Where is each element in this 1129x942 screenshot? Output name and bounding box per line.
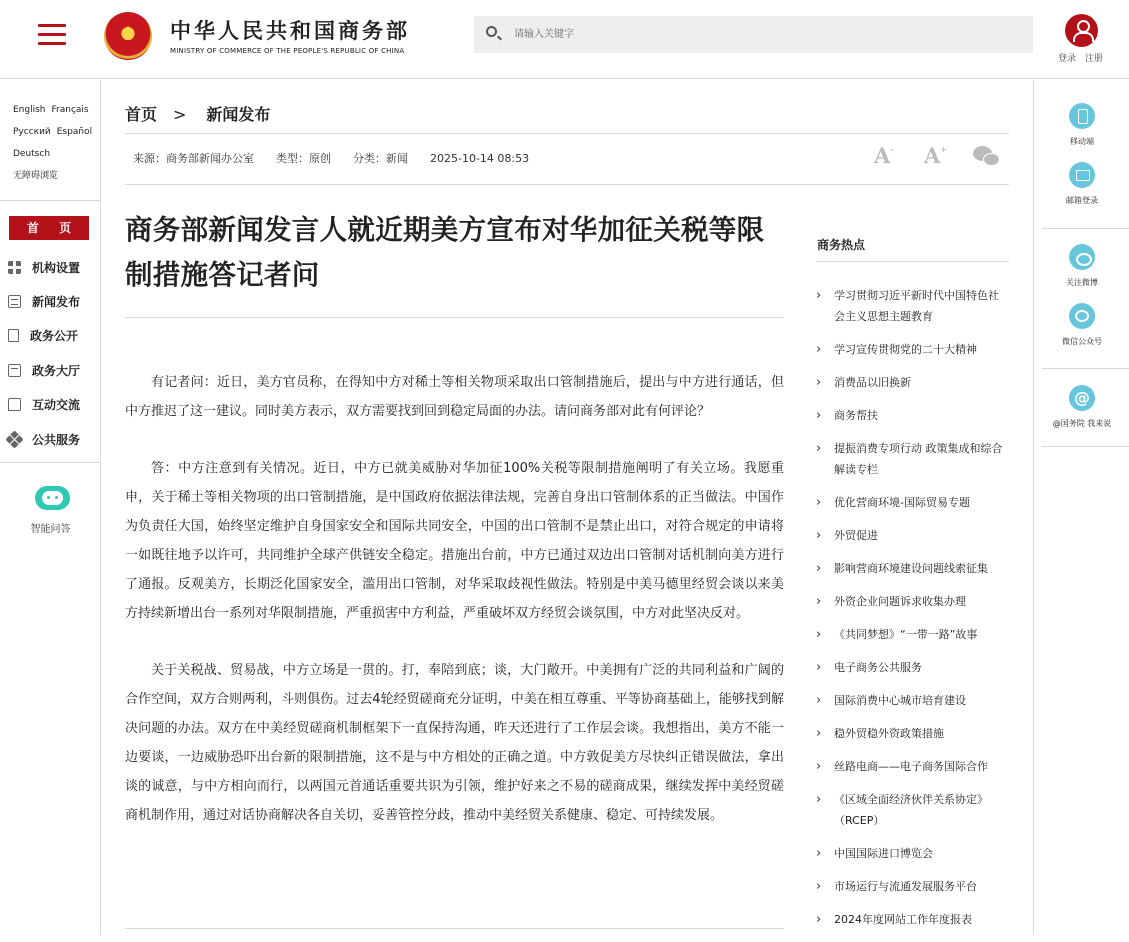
login-links xyxy=(1058,51,1103,64)
minus-sign: - xyxy=(890,144,894,154)
at-sign-icon: @ xyxy=(1069,385,1095,411)
plus-sign: + xyxy=(940,144,947,154)
nav-item-service-hall[interactable] xyxy=(8,353,100,387)
hot-topic-link[interactable]: › 电子商务公共服务 xyxy=(816,657,1009,678)
lang-english[interactable]: English xyxy=(13,105,46,115)
nav-item-label: 公共服务 xyxy=(32,432,81,447)
menu-icon[interactable] xyxy=(38,24,66,46)
language-links xyxy=(13,99,99,187)
hot-topic-link[interactable]: › 外贸促进 xyxy=(816,525,1009,546)
article-body xyxy=(125,368,784,858)
assistant-label[interactable]: 智能问答 xyxy=(30,524,71,535)
font-increase-button[interactable] xyxy=(924,143,947,168)
article-paragraph: 答：中方注意到有关情况。近日，中方已就美威胁对华加征100%关税等限制措施阐明了有关立场。我愿重申，关于稀土等相关物项的出口管制措施，是中国政府依据法律法规，完善自身出口管制体系的正当做法。中国作为负责任大国，始终坚定维护自身国家安全和国际共同安全，中国的出口管制不是禁止出口，对符合规定的申请将一如既往地予以许可，共同维护全球产供链安全稳定。措施出台前，中方已通过双边出口管制对话机制向美方进行了通报。反观美方，长期泛化国家安全，滥用出口管制，对华采取歧视性做法。特别是中美马德里经贸会谈以来美方持续新增出台一系列对华限制措施，严重损害中方利益，严重破坏双方经贸会谈氛围，中方对此坚决反对。 xyxy=(125,461,784,621)
main-nav xyxy=(8,250,100,456)
breadcrumb-current[interactable]: 新闻发布 xyxy=(206,105,271,124)
breadcrumb-home[interactable]: 首页 xyxy=(125,105,158,124)
grid-icon xyxy=(8,261,21,274)
font-increase-letter: A xyxy=(924,143,941,168)
nav-item-label: 互动交流 xyxy=(32,398,81,413)
user-icon[interactable] xyxy=(1065,14,1098,47)
mobile-label: 移动端 xyxy=(1070,137,1094,146)
hot-topic-link[interactable]: › 市场运行与流通发展服务平台 xyxy=(816,876,1009,897)
mail-icon xyxy=(1069,162,1095,188)
lang-spanish[interactable]: Español xyxy=(56,127,93,137)
lang-french[interactable]: Français xyxy=(51,105,89,115)
hot-topic-link[interactable]: › 影响营商环境建设问题线索征集 xyxy=(816,558,1009,579)
hot-topic-link[interactable]: › 商务帮扶 xyxy=(816,405,1009,426)
search-icon[interactable] xyxy=(486,26,497,37)
site-title[interactable]: 中华人民共和国商务部 xyxy=(170,18,410,43)
hot-topic-link[interactable]: › 学习贯彻习近平新时代中国特色社会主义思想主题教育 xyxy=(816,285,1009,327)
national-emblem-logo[interactable] xyxy=(104,12,152,60)
search-input[interactable] xyxy=(514,16,1014,53)
nav-item-gov-affairs[interactable] xyxy=(8,319,100,353)
hot-topic-link[interactable]: › 提振消费专项行动 政策集成和综合解读专栏 xyxy=(816,438,1009,480)
article-paragraph: 有记者问：近日，美方官员称，在得知中方对稀土等相关物项采取出口管制措施后，提出与中方进行通话，但中方推迟了这一建议。同时美方表示，双方需要找到回到稳定局面的办法。请问商务部对此有何评论？ xyxy=(125,375,784,419)
site-header xyxy=(0,0,1129,79)
hot-topic-link[interactable]: › 国际消费中心城市培育建设 xyxy=(816,690,1009,711)
weibo-label: 关注微博 xyxy=(1066,278,1098,287)
document-icon xyxy=(8,329,19,342)
mobile-phone-icon xyxy=(1069,103,1095,129)
hot-topic-link[interactable]: › 优化营商环境-国际贸易专题 xyxy=(816,492,1009,513)
mobile-link[interactable] xyxy=(1034,103,1129,147)
nav-item-news[interactable] xyxy=(8,284,100,318)
hot-topic-link[interactable]: › 外资企业问题诉求收集办理 xyxy=(816,591,1009,612)
hot-topics-title: 商务热点 xyxy=(817,238,866,252)
font-decrease-letter: A xyxy=(874,143,891,168)
site-subtitle: MINISTRY OF COMMERCE OF THE PEOPLE'S REPUBLIC OF CHINA xyxy=(170,47,405,55)
hot-topic-link[interactable]: › 学习宣传贯彻党的二十大精神 xyxy=(816,339,1009,360)
meta-category: 分类：新闻 xyxy=(353,152,408,165)
weibo-icon xyxy=(1069,244,1095,270)
register-link[interactable]: 注册 xyxy=(1084,54,1103,64)
wechat-icon[interactable] xyxy=(973,146,1000,168)
search-bar xyxy=(474,16,1033,53)
wechat-official-link[interactable] xyxy=(1034,303,1129,347)
hot-topic-link[interactable]: › 《区域全面经济伙伴关系协定》（RCEP） xyxy=(816,789,1009,831)
mail-login-label: 邮箱登录 xyxy=(1066,196,1098,205)
home-nav-button[interactable]: 首 页 xyxy=(9,216,89,240)
accessibility-link[interactable]: 无障碍浏览 xyxy=(13,171,59,181)
state-council-link[interactable] xyxy=(1034,385,1129,429)
chevron-right-icon: > xyxy=(173,105,187,124)
hot-topic-link[interactable]: › 《共同梦想》“一带一路”故事 xyxy=(816,624,1009,645)
left-sidebar xyxy=(0,80,101,935)
divider xyxy=(0,200,100,201)
nav-item-label: 政务大厅 xyxy=(32,363,81,378)
service-icon xyxy=(5,430,23,448)
divider xyxy=(125,184,1009,185)
wechat-label: 微信公众号 xyxy=(1062,337,1102,346)
meta-type: 类型：原创 xyxy=(276,152,331,165)
divider xyxy=(125,928,784,929)
newspaper-icon xyxy=(8,295,21,308)
hot-topic-link[interactable]: › 中国国际进口博览会 xyxy=(816,843,1009,864)
chat-icon xyxy=(8,398,21,411)
article-title: 商务部新闻发言人就近期美方宣布对华加征关税等限制措施答记者问 xyxy=(125,214,765,291)
weibo-link[interactable] xyxy=(1034,244,1129,288)
login-link[interactable]: 登录 xyxy=(1058,54,1077,64)
nav-item-interaction[interactable] xyxy=(8,388,100,422)
article-meta xyxy=(133,150,551,166)
hot-topic-link[interactable]: › 稳外贸稳外资政策措施 xyxy=(816,723,1009,744)
mail-login-link[interactable] xyxy=(1034,162,1129,206)
hot-topics-list xyxy=(816,285,1009,942)
nav-item-label: 机构设置 xyxy=(32,260,81,275)
nav-item-organization[interactable] xyxy=(8,250,100,284)
divider xyxy=(125,133,1009,134)
article-paragraph: 关于关税战、贸易战，中方立场是一贯的。打，奉陪到底；谈，大门敞开。中美拥有广泛的共同利益和广阔的合作空间，双方合则两利，斗则俱伤。过去4轮经贸磋商充分证明，中美在相互尊重、平等协商基础上，能够找到解决问题的办法。双方在中美经贸磋商机制框架下一直保持沟通，昨天还进行了工作层会谈。我想指出，美方不能一边要谈，一边威胁恐吓出台新的限制措施，这不是与中方相处的正确之道。中方敦促美方尽快纠正错误做法，拿出谈的诚意，与中方相向而行，以两国元首通话重要共识为引领，维护好来之不易的磋商成果，继续发挥中美经贸磋商机制作用，通过对话协商解决各自关切，妥善管控分歧，推动中美经贸关系健康、稳定、可持续发展。 xyxy=(125,663,784,823)
font-decrease-button[interactable] xyxy=(874,143,894,168)
right-sidebar xyxy=(1033,80,1129,935)
meta-source: 来源：商务部新闻办公室 xyxy=(133,152,254,165)
wechat-icon xyxy=(1069,303,1095,329)
hot-topic-link[interactable]: › 丝路电商——电子商务国际合作 xyxy=(816,756,1009,777)
hot-topic-link[interactable]: › 2024年度网站工作年度报表 xyxy=(816,909,1009,930)
divider xyxy=(0,462,100,463)
nav-item-label: 政务公开 xyxy=(30,329,79,344)
state-council-label: @国务院 我来说 xyxy=(1052,419,1112,428)
divider xyxy=(1042,446,1129,447)
lang-russian[interactable]: Русский xyxy=(13,127,51,137)
divider xyxy=(1042,368,1129,369)
divider xyxy=(816,261,1009,262)
breadcrumb xyxy=(125,102,270,125)
nav-item-public-service[interactable] xyxy=(8,422,100,456)
nav-item-label: 新闻发布 xyxy=(32,295,81,310)
divider xyxy=(1042,228,1129,229)
robot-assistant-icon[interactable] xyxy=(35,486,70,510)
hot-topic-link[interactable]: › 消费品以旧换新 xyxy=(816,372,1009,393)
meta-datetime: 2025-10-14 08:53 xyxy=(430,152,530,165)
divider xyxy=(125,317,784,318)
lang-german[interactable]: Deutsch xyxy=(13,149,51,159)
hall-icon xyxy=(8,364,21,377)
